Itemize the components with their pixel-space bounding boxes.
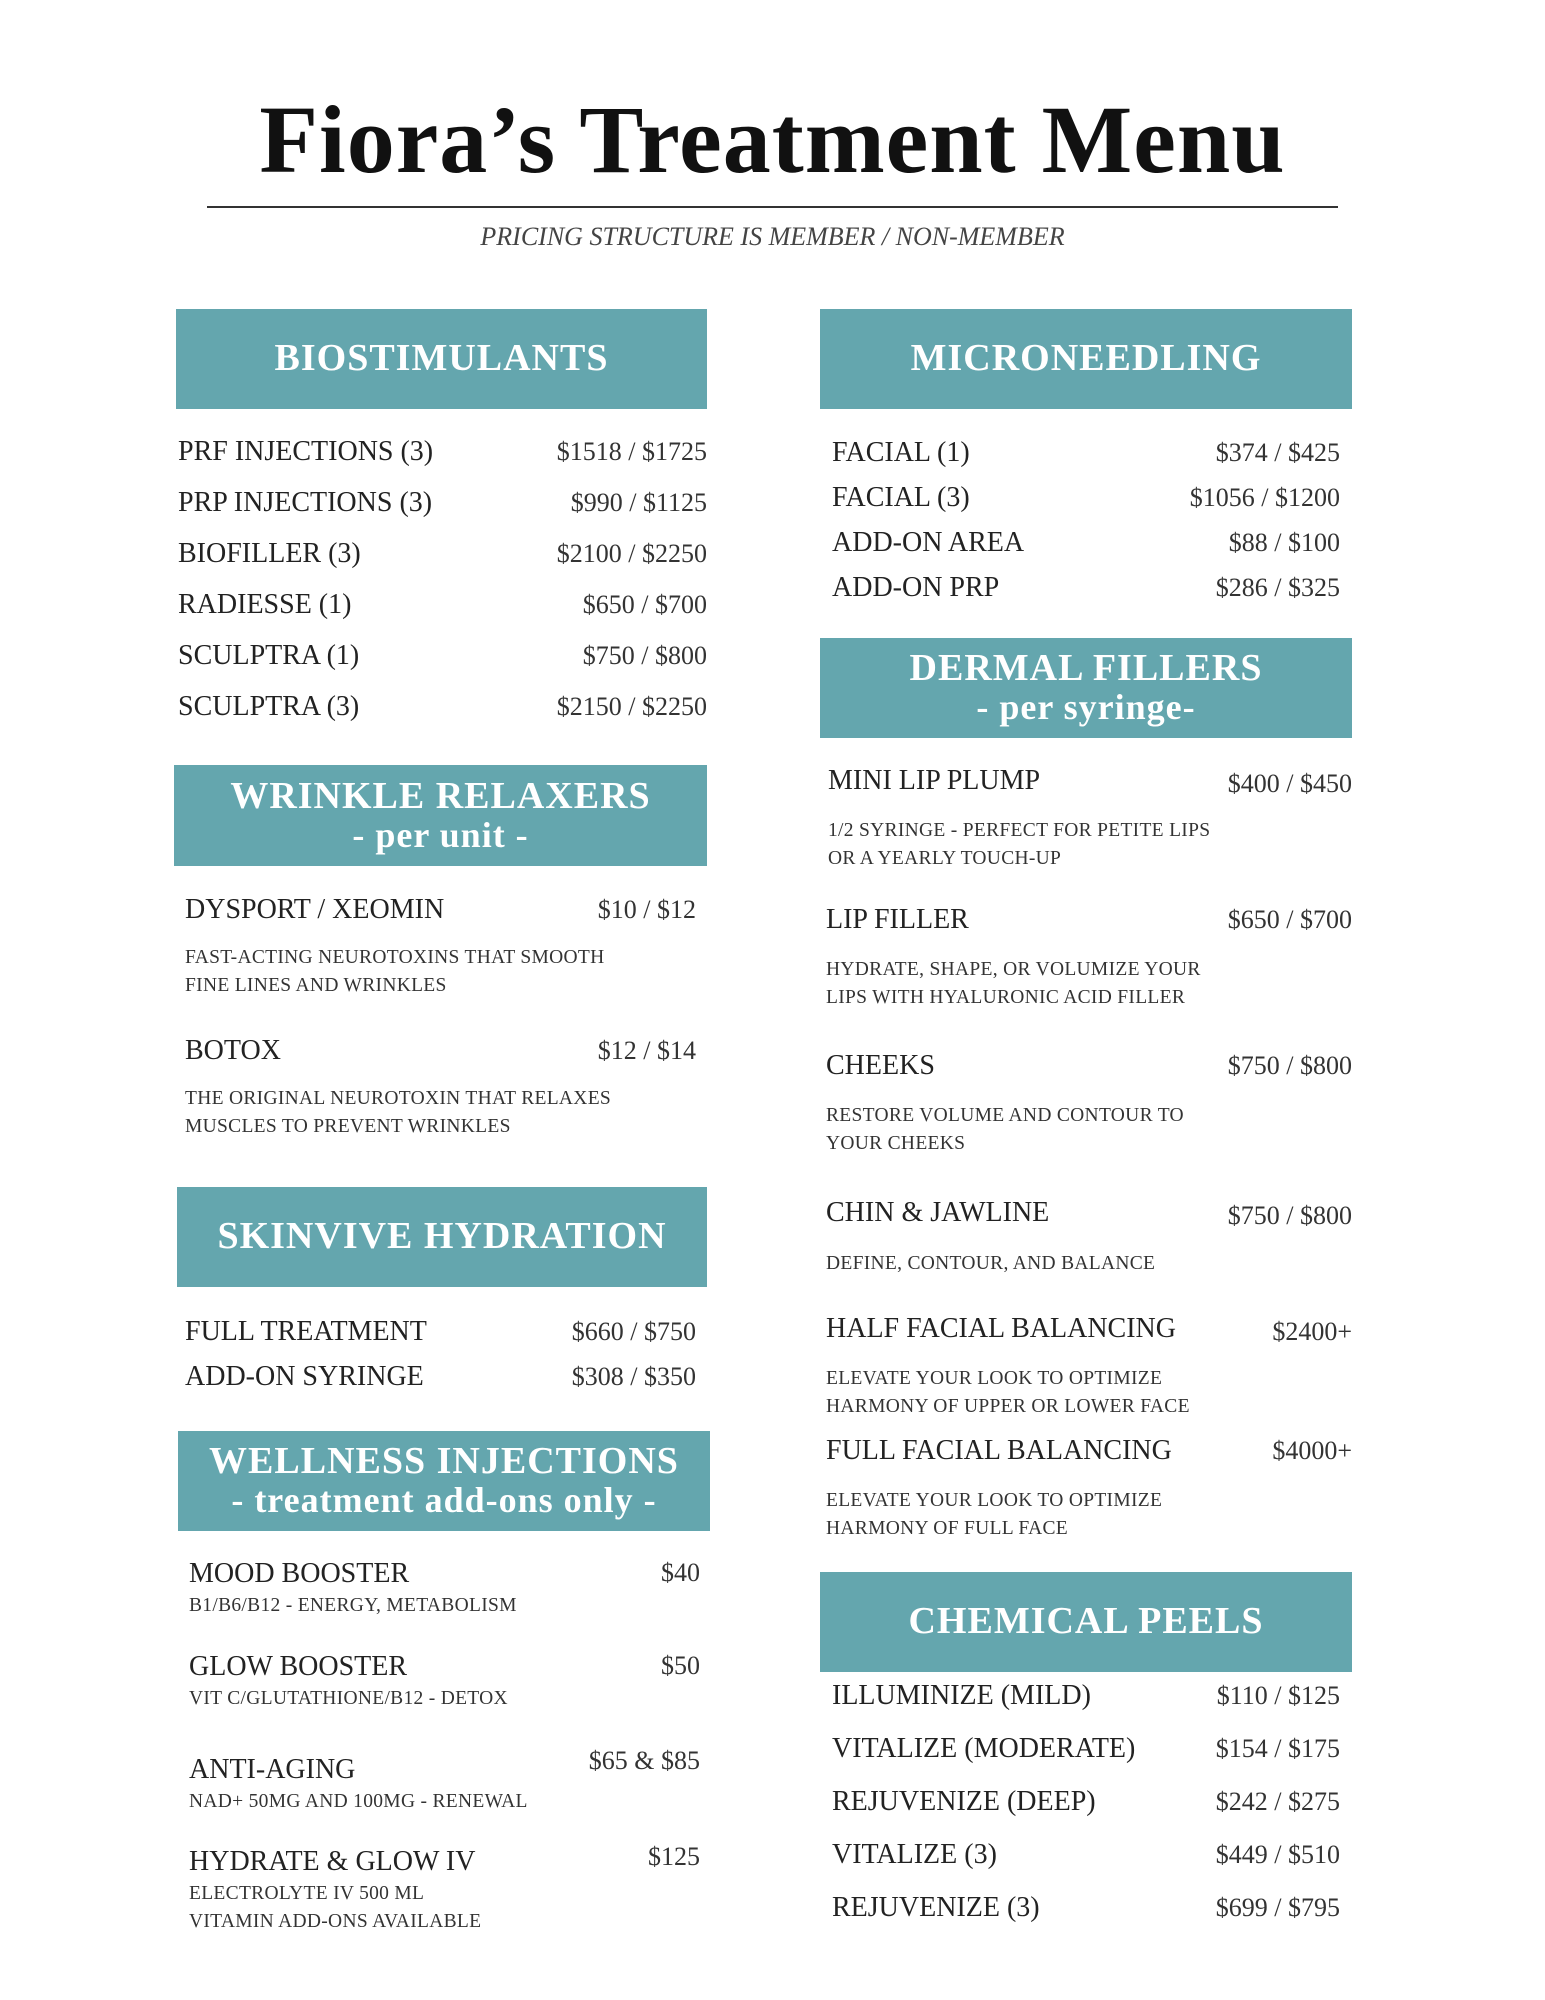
item-name: DYSPORT / XEOMIN <box>185 894 445 925</box>
menu-item <box>826 1435 1352 1467</box>
item-price: $65 & $85 <box>588 1746 700 1775</box>
item-name: ANTI-AGING <box>189 1754 356 1785</box>
pricing-note: PRICING STRUCTURE IS MEMBER / NON-MEMBER <box>480 222 1065 251</box>
item-price: $2400+ <box>1272 1317 1352 1346</box>
microneedling-heading: MICRONEEDLING <box>910 337 1262 380</box>
menu-item <box>832 437 1340 469</box>
item-name: CHIN & JAWLINE <box>826 1197 1050 1228</box>
item-name: SCULPTRA (3) <box>178 691 360 722</box>
item-price: $374 / $425 <box>1215 438 1340 467</box>
dermal-fillers-subheading: - per syringe- <box>976 687 1196 728</box>
item-description <box>189 1880 481 1936</box>
item-description <box>185 944 605 1000</box>
description-line: VITAMIN ADD-ONS AVAILABLE <box>189 1911 482 1932</box>
description-line: THE ORIGINAL NEUROTOXIN THAT RELAXES <box>185 1088 612 1109</box>
microneedling-header <box>820 309 1352 409</box>
chemical-peels-heading: CHEMICAL PEELS <box>908 1600 1264 1643</box>
item-price: $2150 / $2250 <box>556 692 707 721</box>
item-price: $286 / $325 <box>1215 573 1340 602</box>
item-name: PRP INJECTIONS (3) <box>178 487 433 518</box>
item-price: $1518 / $1725 <box>556 437 707 466</box>
item-description <box>185 1085 611 1141</box>
menu-item <box>832 1839 1340 1871</box>
description-line: DEFINE, CONTOUR, AND BALANCE <box>826 1253 1156 1274</box>
item-name: FULL TREATMENT <box>185 1316 427 1347</box>
item-description <box>826 1487 1162 1543</box>
item-name: GLOW BOOSTER <box>189 1651 408 1682</box>
menu-item <box>178 691 707 723</box>
item-description <box>826 1102 1184 1158</box>
item-name: ADD-ON SYRINGE <box>185 1361 424 1392</box>
item-name: FULL FACIAL BALANCING <box>826 1435 1172 1466</box>
title-divider <box>207 206 1338 208</box>
chemical-peels-header <box>820 1572 1352 1672</box>
description-line: YOUR CHEEKS <box>826 1133 966 1154</box>
wellness-injections-subheading: - treatment add-ons only - <box>231 1480 657 1521</box>
item-description <box>189 1685 508 1713</box>
item-name: BOTOX <box>185 1035 281 1066</box>
wellness-injections-header <box>178 1431 710 1531</box>
item-price: $154 / $175 <box>1215 1734 1340 1763</box>
item-name: MINI LIP PLUMP <box>828 765 1041 796</box>
item-price: $699 / $795 <box>1215 1893 1340 1922</box>
wrinkle-relaxers-subheading: - per unit - <box>352 814 529 855</box>
item-name: REJUVENIZE (3) <box>832 1892 1040 1923</box>
item-price: $400 / $450 <box>1227 769 1352 798</box>
description-line: FAST-ACTING NEUROTOXINS THAT SMOOTH <box>185 947 605 968</box>
item-name: VITALIZE (MODERATE) <box>832 1733 1136 1764</box>
item-description <box>826 1250 1155 1278</box>
menu-item <box>832 482 1340 514</box>
item-description <box>828 817 1210 873</box>
item-name: REJUVENIZE (DEEP) <box>832 1786 1096 1817</box>
item-price: $125 <box>648 1842 700 1871</box>
item-price: $308 / $350 <box>571 1362 696 1391</box>
description-line: ELEVATE YOUR LOOK TO OPTIMIZE <box>826 1368 1163 1389</box>
item-price: $2100 / $2250 <box>556 539 707 568</box>
description-line: OR A YEARLY TOUCH-UP <box>828 848 1062 869</box>
wellness-injections-heading: WELLNESS INJECTIONS <box>209 1440 679 1483</box>
item-price: $750 / $800 <box>1227 1201 1352 1230</box>
item-name: HYDRATE & GLOW IV <box>189 1846 476 1877</box>
item-name: SCULPTRA (1) <box>178 640 360 671</box>
item-price: $110 / $125 <box>1216 1681 1340 1710</box>
menu-item <box>832 1680 1340 1712</box>
item-price: $242 / $275 <box>1215 1787 1340 1816</box>
menu-item <box>189 1558 700 1590</box>
menu-item <box>185 1361 696 1393</box>
skinvive-heading: SKINVIVE HYDRATION <box>217 1215 667 1258</box>
menu-item <box>832 572 1340 604</box>
menu-item <box>178 436 707 468</box>
description-line: HYDRATE, SHAPE, OR VOLUMIZE YOUR <box>826 959 1201 980</box>
description-line: ELEVATE YOUR LOOK TO OPTIMIZE <box>826 1490 1163 1511</box>
item-name: PRF INJECTIONS (3) <box>178 436 434 467</box>
description-line: 1/2 SYRINGE - PERFECT FOR PETITE LIPS <box>828 820 1211 841</box>
item-name: RADIESSE (1) <box>178 589 352 620</box>
description-line: HARMONY OF UPPER OR LOWER FACE <box>826 1396 1190 1417</box>
item-description <box>826 1365 1190 1421</box>
wrinkle-relaxers-heading: WRINKLE RELAXERS <box>230 774 651 817</box>
menu-item <box>178 487 707 519</box>
menu-item <box>832 1733 1340 1765</box>
item-name: ADD-ON PRP <box>832 572 1000 603</box>
menu-item <box>178 640 707 672</box>
menu-item <box>189 1746 700 1786</box>
item-name: FACIAL (3) <box>832 482 970 513</box>
menu-item <box>185 1035 696 1067</box>
item-name: ADD-ON AREA <box>832 527 1025 558</box>
menu-item <box>826 1197 1352 1231</box>
description-line: FINE LINES AND WRINKLES <box>185 975 447 996</box>
item-description <box>189 1788 528 1816</box>
wrinkle-relaxers-header <box>174 765 707 866</box>
item-name: HALF FACIAL BALANCING <box>826 1313 1176 1344</box>
menu-item <box>178 589 707 621</box>
biostimulants-header <box>176 309 707 409</box>
item-price: $40 <box>661 1558 700 1587</box>
menu-item <box>828 765 1352 799</box>
menu-item <box>826 904 1352 936</box>
item-price: $660 / $750 <box>571 1317 696 1346</box>
item-name: VITALIZE (3) <box>832 1839 997 1870</box>
menu-item <box>189 1842 700 1878</box>
page-title: Fiora’s Treatment Menu <box>259 86 1286 193</box>
description-line: LIPS WITH HYALURONIC ACID FILLER <box>826 987 1186 1008</box>
item-price: $12 / $14 <box>597 1036 696 1065</box>
item-price: $88 / $100 <box>1228 528 1340 557</box>
dermal-fillers-heading: DERMAL FILLERS <box>909 647 1263 690</box>
menu-item <box>826 1313 1352 1347</box>
item-description <box>189 1592 517 1620</box>
item-price: $10 / $12 <box>597 895 696 924</box>
description-line: NAD+ 50MG AND 100MG - RENEWAL <box>189 1791 528 1812</box>
item-price: $50 <box>661 1651 700 1680</box>
item-price: $449 / $510 <box>1215 1840 1340 1869</box>
item-price: $750 / $800 <box>1227 1051 1352 1080</box>
item-name: FACIAL (1) <box>832 437 970 468</box>
item-price: $750 / $800 <box>582 641 707 670</box>
menu-item <box>826 1050 1352 1082</box>
item-price: $1056 / $1200 <box>1189 483 1340 512</box>
menu-item <box>832 527 1340 559</box>
item-description <box>826 956 1201 1012</box>
item-name: CHEEKS <box>826 1050 935 1081</box>
menu-item <box>832 1892 1340 1924</box>
menu-item <box>832 1786 1340 1818</box>
item-name: ILLUMINIZE (MILD) <box>832 1680 1091 1711</box>
menu-item <box>178 538 707 570</box>
item-name: BIOFILLER (3) <box>178 538 361 569</box>
skinvive-header <box>177 1187 707 1287</box>
description-line: RESTORE VOLUME AND CONTOUR TO <box>826 1105 1184 1126</box>
item-name: MOOD BOOSTER <box>189 1558 410 1589</box>
item-price: $990 / $1125 <box>570 488 707 517</box>
biostimulants-heading: BIOSTIMULANTS <box>274 337 609 380</box>
item-price: $650 / $700 <box>582 590 707 619</box>
menu-item <box>189 1651 700 1683</box>
description-line: VIT C/GLUTATHIONE/B12 - DETOX <box>189 1688 508 1709</box>
description-line: MUSCLES TO PREVENT WRINKLES <box>185 1116 511 1137</box>
menu-item <box>185 894 696 926</box>
description-line: ELECTROLYTE IV 500 ML <box>189 1883 425 1904</box>
dermal-fillers-header <box>820 638 1352 738</box>
menu-item <box>185 1316 696 1348</box>
item-price: $4000+ <box>1272 1436 1352 1465</box>
item-name: LIP FILLER <box>826 904 969 935</box>
description-line: HARMONY OF FULL FACE <box>826 1518 1069 1539</box>
description-line: B1/B6/B12 - ENERGY, METABOLISM <box>189 1595 517 1616</box>
item-price: $650 / $700 <box>1227 905 1352 934</box>
